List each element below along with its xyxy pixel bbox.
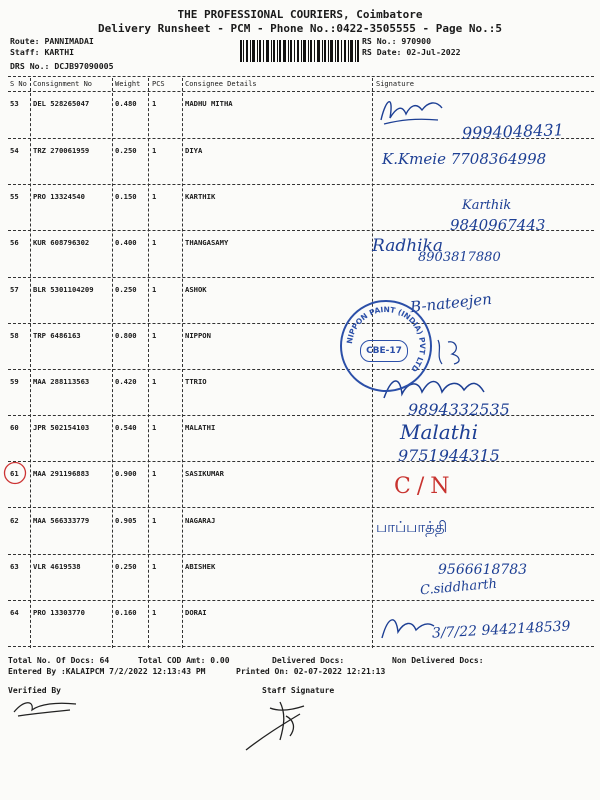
handwritten-signature: B-nateejen xyxy=(409,289,493,317)
row-weight: 0.150 xyxy=(115,192,137,201)
row-weight: 0.420 xyxy=(115,377,137,386)
row-pcs: 1 xyxy=(152,146,157,155)
row-weight: 0.480 xyxy=(115,99,137,108)
row-divider xyxy=(8,184,594,185)
row-consignee: NIPPON xyxy=(185,331,211,340)
row-consignment: VLR 4619538 xyxy=(33,562,81,571)
row-divider xyxy=(8,507,594,508)
row-weight: 0.540 xyxy=(115,423,137,432)
printed-on: Printed On: 02-07-2022 12:21:13 xyxy=(236,667,386,676)
row-sno: 56 xyxy=(10,238,19,247)
red-circle-mark xyxy=(2,460,28,486)
row-pcs: 1 xyxy=(152,192,157,201)
entered-by: Entered By :KALAIPCM 7/2/2022 12:13:43 PM xyxy=(8,667,206,676)
rs-date: RS Date: 02-Jul-2022 xyxy=(362,47,461,57)
row-divider xyxy=(8,369,594,370)
verified-by-label: Verified By xyxy=(8,686,61,695)
row-consignee: MADHU MITHA xyxy=(185,99,233,108)
col-header-consignee: Consignee Details xyxy=(185,80,257,88)
row-pcs: 1 xyxy=(152,423,157,432)
row-divider xyxy=(8,277,594,278)
row-sno: 53 xyxy=(10,99,19,108)
row-pcs: 1 xyxy=(152,516,157,525)
col-header-sno: S No xyxy=(10,80,27,88)
row-divider xyxy=(8,600,594,601)
row-consignment: TRZ 270061959 xyxy=(33,146,90,155)
handwritten-cn-mark: C/N xyxy=(394,474,456,499)
row-weight: 0.400 xyxy=(115,238,137,247)
handwritten-phone: 9840967443 xyxy=(450,216,546,234)
row-consignment: PRO 13324540 xyxy=(33,192,85,201)
row-sno: 60 xyxy=(10,423,19,432)
staff-label: Staff: KARTHI xyxy=(10,47,75,57)
col-header-signature: Signature xyxy=(376,80,414,88)
row-consignment: BLR 5301104209 xyxy=(33,285,94,294)
handwritten-signature: Malathi xyxy=(400,420,479,444)
row-consignee: SASIKUMAR xyxy=(185,469,224,478)
handwritten-phone: 8903817880 xyxy=(418,250,501,265)
runsheet-title: Delivery Runsheet - PCM - Phone No.:0422-3505555 - Page No.:5 xyxy=(98,22,502,35)
row-consignment: TRP 6486163 xyxy=(33,331,81,340)
table-top-divider xyxy=(8,76,594,77)
row-sno: 59 xyxy=(10,377,19,386)
row-consignment: PRO 13303770 xyxy=(33,608,85,617)
row-consignment: JPR 502154103 xyxy=(33,423,90,432)
row-sno: 54 xyxy=(10,146,19,155)
col-divider xyxy=(182,78,183,648)
row-divider xyxy=(8,646,594,647)
company-title: THE PROFESSIONAL COURIERS, Coimbatore xyxy=(177,8,423,21)
non-delivered-docs: Non Delivered Docs: xyxy=(392,656,484,665)
handwritten-signature: பாப்பாத்தி xyxy=(376,518,448,536)
col-header-consignment: Consignment No xyxy=(33,80,93,88)
col-divider xyxy=(112,78,113,648)
col-header-pcs: PCS xyxy=(152,80,165,88)
row-sno: 58 xyxy=(10,331,19,340)
row-weight: 0.250 xyxy=(115,285,137,294)
row-consignee: DIYA xyxy=(185,146,203,155)
row-pcs: 1 xyxy=(152,285,157,294)
row-divider xyxy=(8,91,594,92)
row-divider xyxy=(8,323,594,324)
row-consignee: THANGASAMY xyxy=(185,238,229,247)
row-divider xyxy=(8,461,594,462)
row-weight: 0.900 xyxy=(115,469,137,478)
barcode-image xyxy=(240,40,360,62)
row-pcs: 1 xyxy=(152,238,157,247)
handwritten-signature: Radhika xyxy=(372,236,444,256)
handwritten-phone: 9994048431 xyxy=(461,120,565,143)
row-pcs: 1 xyxy=(152,562,157,571)
row-consignee: TTRIO xyxy=(185,377,207,386)
row-consignee: DORAI xyxy=(185,608,207,617)
handwritten-signature: Karthik xyxy=(462,198,512,213)
row-weight: 0.250 xyxy=(115,146,137,155)
row-sno: 64 xyxy=(10,608,19,617)
signature-scribble xyxy=(430,334,470,368)
row-consignment: KUR 608796302 xyxy=(33,238,90,247)
handwritten-signature: K.Kmeie 7708364998 xyxy=(382,150,547,168)
signature-scribble xyxy=(376,90,446,130)
row-consignee: MALATHI xyxy=(185,423,216,432)
row-weight: 0.160 xyxy=(115,608,137,617)
rs-number: RS No.: 970900 xyxy=(362,36,432,46)
verifier-signature xyxy=(10,694,80,722)
row-consignment: MAA 291196883 xyxy=(33,469,90,478)
total-docs: Total No. Of Docs: 64 xyxy=(8,656,110,665)
row-consignee: NAGARAJ xyxy=(185,516,216,525)
row-consignment: DEL 528265047 xyxy=(33,99,90,108)
row-consignment: MAA 566333779 xyxy=(33,516,90,525)
row-consignment: MAA 288113563 xyxy=(33,377,90,386)
row-pcs: 1 xyxy=(152,377,157,386)
delivered-docs: Delivered Docs: xyxy=(272,656,345,665)
staff-signature xyxy=(240,696,320,754)
drs-number: DRS No.: DCJB97090005 xyxy=(10,61,114,71)
row-sno: 55 xyxy=(10,192,19,201)
row-weight: 0.250 xyxy=(115,562,137,571)
row-consignee: ABISHEK xyxy=(185,562,216,571)
stamp-center-text: CBE-17 xyxy=(360,340,408,362)
row-consignee: ASHOK xyxy=(185,285,207,294)
staff-signature-label: Staff Signature xyxy=(262,686,335,695)
row-divider xyxy=(8,554,594,555)
row-sno: 63 xyxy=(10,562,19,571)
row-pcs: 1 xyxy=(152,331,157,340)
row-consignee: KARTHIK xyxy=(185,192,216,201)
row-pcs: 1 xyxy=(152,99,157,108)
row-sno: 57 xyxy=(10,285,19,294)
row-sno: 62 xyxy=(10,516,19,525)
signature-scribble xyxy=(378,610,438,642)
handwritten-date-phone: 3/7/22 9442148539 xyxy=(431,618,571,642)
route-label: Route: PANNIMADAI xyxy=(10,36,94,46)
col-divider xyxy=(148,78,149,648)
col-divider xyxy=(30,78,31,648)
svg-text:NIPPON PAINT (INDIA) PVT LTD: NIPPON PAINT (INDIA) PVT LTD xyxy=(344,304,428,374)
row-weight: 0.905 xyxy=(115,516,137,525)
handwritten-phone: 9751944315 xyxy=(398,446,500,465)
row-pcs: 1 xyxy=(152,608,157,617)
total-cod: Total COD Amt: 0.00 xyxy=(138,656,230,665)
row-weight: 0.800 xyxy=(115,331,137,340)
col-header-weight: Weight xyxy=(115,80,141,88)
row-sno: 61 xyxy=(10,469,19,478)
handwritten-phone: 9566618783 xyxy=(438,562,528,578)
row-pcs: 1 xyxy=(152,469,157,478)
handwritten-signature: C.siddharth xyxy=(419,576,498,599)
handwritten-phone: 9894332535 xyxy=(408,400,510,419)
